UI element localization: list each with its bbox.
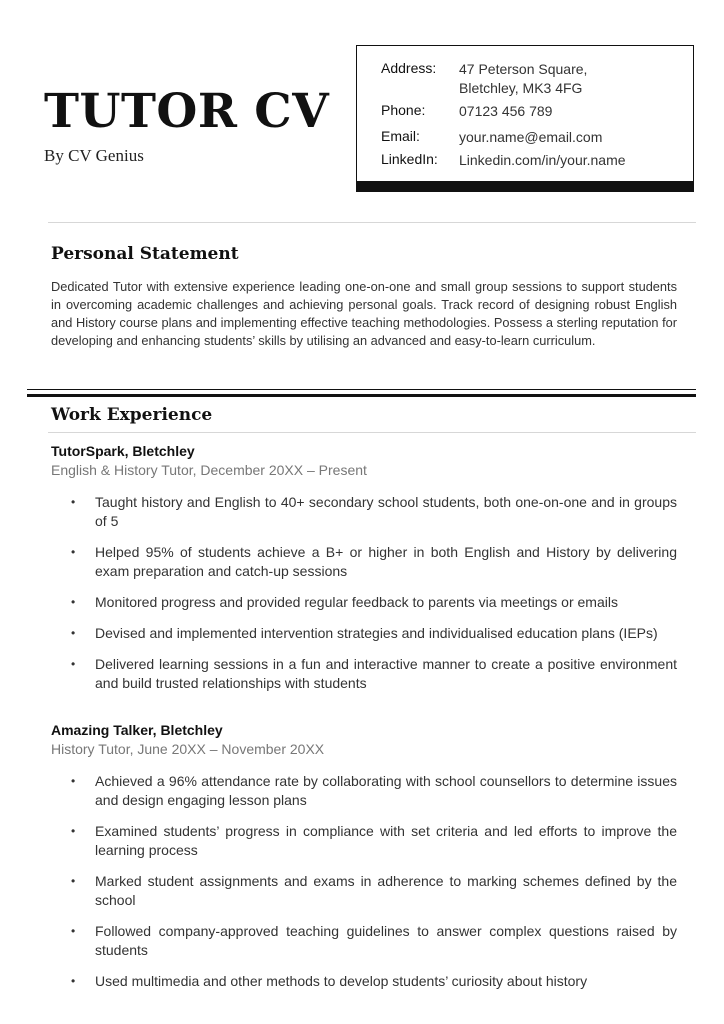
bullet-dot-icon: •: [71, 924, 76, 938]
address-label: Address:: [381, 60, 437, 76]
bullet-dot-icon: •: [71, 545, 76, 559]
bullet-dot-icon: •: [71, 626, 76, 640]
bullet-item: • Marked student assignments and exams in adherence to marking schemes defined by the school: [71, 873, 677, 908]
divider: [48, 222, 696, 223]
contact-box: [356, 45, 694, 192]
bullet-item: • Helped 95% of students achieve a B+ or higher in both English and History by delivering exam preparation and catch-up sessions: [71, 544, 677, 579]
cv-byline: By CV Genius: [44, 146, 144, 165]
bullet-dot-icon: •: [71, 874, 76, 888]
bullet-dot-icon: •: [71, 824, 76, 838]
bullet-item: • Achieved a 96% attendance rate by collaborating with school counsellors to determine issues and design engaging lesson plans: [71, 773, 677, 808]
divider: [48, 432, 696, 433]
bullet-item: • Devised and implemented intervention strategies and individualised education plans (IEPs): [71, 625, 658, 641]
cv-title: TUTOR CV: [44, 84, 330, 139]
bullet-dot-icon: •: [71, 774, 76, 788]
job-bullets: [51, 493, 677, 705]
email-label: Email:: [381, 128, 420, 144]
bullet-item: • Followed company-approved teaching guidelines to answer complex questions raised by students: [71, 923, 677, 958]
bullet-dot-icon: •: [71, 974, 76, 988]
linkedin-value: Linkedin.com/in/your.name: [459, 152, 626, 168]
bullet-item: • Delivered learning sessions in a fun and interactive manner to create a positive environment and build trusted relationships with students: [71, 656, 677, 691]
work-experience-heading: Work Experience: [51, 405, 213, 425]
address-line-2: Bletchley, MK3 4FG: [459, 80, 583, 96]
bullet-item: • Examined students’ progress in compliance with set criteria and led efforts to improve the learning process: [71, 823, 677, 858]
phone-value: 07123 456 789: [459, 103, 553, 119]
personal-statement-heading: Personal Statement: [51, 244, 239, 264]
job-role: History Tutor, June 20XX – November 20XX: [51, 741, 325, 757]
bullet-dot-icon: •: [71, 657, 76, 671]
address-value: [459, 60, 699, 98]
bullet-dot-icon: •: [71, 495, 76, 509]
bullet-item: • Monitored progress and provided regular feedback to parents via meetings or emails: [71, 594, 618, 610]
job-company: Amazing Talker, Bletchley: [51, 722, 223, 738]
bullet-item: • Taught history and English to 40+ secondary school students, both one-on-one and in groups of 5: [71, 494, 677, 529]
linkedin-label: LinkedIn:: [381, 151, 438, 167]
section-divider-thin: [27, 389, 696, 390]
section-divider-thick: [27, 394, 696, 397]
personal-statement-text: Dedicated Tutor with extensive experience leading one-on-one and small group sessions to support students in overcoming academic challenges and achieving personal goals. Track record of designing robust English and History course plans and implementing effective teaching methodologies. Possess a sterling reputation for developing and enhancing students’ skills by utilising an advanced and easy-to-learn curriculum.: [51, 279, 677, 348]
bullet-item: • Used multimedia and other methods to develop students’ curiosity about history: [71, 973, 588, 989]
job-role: English & History Tutor, December 20XX – Present: [51, 462, 367, 478]
phone-label: Phone:: [381, 102, 426, 118]
address-line-1: 47 Peterson Square,: [459, 61, 588, 77]
bullet-dot-icon: •: [71, 595, 76, 609]
email-value: your.name@email.com: [459, 129, 603, 145]
job-bullets: [51, 772, 677, 1003]
job-company: TutorSpark, Bletchley: [51, 443, 195, 459]
